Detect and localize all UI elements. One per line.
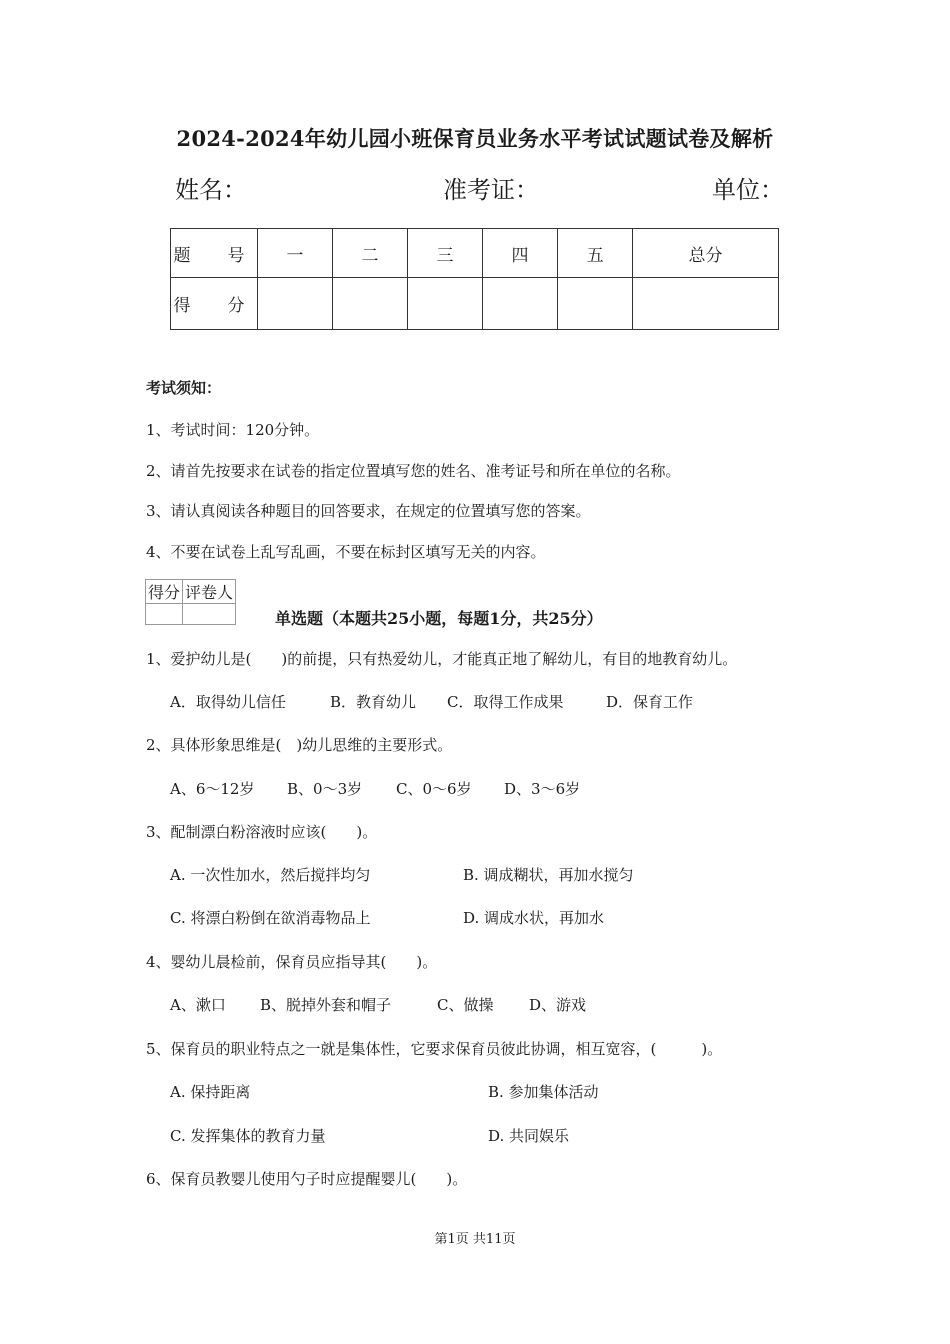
question-1-option-a[interactable]: A．取得幼儿信任 <box>170 693 286 711</box>
question-5-option-a[interactable]: A. 保持距离 <box>170 1083 251 1101</box>
question-4: 4、婴幼儿晨检前，保育员应指导其( )。 <box>146 953 438 971</box>
question-5-option-b[interactable]: B. 参加集体活动 <box>488 1083 599 1101</box>
page-title: 2024-2024年幼儿园小班保育员业务水平考试试题试卷及解析 <box>176 126 774 151</box>
score-table-cell: 题 号 <box>171 229 258 278</box>
question-5-option-c[interactable]: C. 发挥集体的教育力量 <box>170 1127 326 1145</box>
grader-table <box>145 579 236 625</box>
notice-item: 2、请首先按要求在试卷的指定位置填写您的姓名、准考证号和所在单位的名称。 <box>146 462 681 480</box>
question-4-option-a[interactable]: A、漱口 <box>170 996 226 1014</box>
question-4-option-c[interactable]: C、做操 <box>437 996 494 1014</box>
score-cell-3[interactable] <box>408 278 483 330</box>
section-title: 单选题（本题共25小题，每题1分，共25分） <box>275 609 603 628</box>
score-cell-1[interactable] <box>258 278 333 330</box>
question-1-option-d[interactable]: D．保育工作 <box>606 693 694 711</box>
question-1-option-b[interactable]: B．教育幼儿 <box>330 693 417 711</box>
score-table-cell: 总分 <box>633 229 779 278</box>
question-2-option-c[interactable]: C、0～6岁 <box>396 780 472 798</box>
question-3-option-a[interactable]: A. 一次性加水，然后搅拌均匀 <box>170 866 371 884</box>
score-cell-5[interactable] <box>558 278 633 330</box>
question-4-option-b[interactable]: B、脱掉外套和帽子 <box>260 996 392 1014</box>
unit-field-label: 单位： <box>712 176 784 204</box>
question-2-option-d[interactable]: D、3～6岁 <box>504 780 581 798</box>
score-table-cell: 三 <box>408 229 483 278</box>
score-table-cell: 一 <box>258 229 333 278</box>
notice-heading: 考试须知： <box>146 379 222 397</box>
question-4-option-d[interactable]: D、游戏 <box>529 996 587 1014</box>
question-3: 3、配制漂白粉溶液时应该( )。 <box>146 823 378 841</box>
grader-reviewer-cell[interactable] <box>183 604 236 625</box>
score-cell-total[interactable] <box>633 278 779 330</box>
score-table-header-row <box>171 229 779 278</box>
question-2: 2、具体形象思维是( )幼儿思维的主要形式。 <box>146 736 453 754</box>
page-footer: 第1页 共11页 <box>434 1232 516 1247</box>
score-table-cell: 二 <box>333 229 408 278</box>
exam-id-field-label: 准考证： <box>443 176 539 204</box>
score-table-cell: 四 <box>483 229 558 278</box>
score-table-cell: 得 分 <box>171 278 258 330</box>
question-6: 6、保育员教婴儿使用勺子时应提醒婴儿( )。 <box>146 1170 468 1188</box>
score-table <box>170 228 779 330</box>
score-table-score-row <box>171 278 779 330</box>
question-1: 1、爱护幼儿是( )的前提，只有热爱幼儿，才能真正地了解幼儿，有目的地教育幼儿。 <box>146 650 738 668</box>
question-1-option-c[interactable]: C．取得工作成果 <box>447 693 564 711</box>
name-field-label: 姓名： <box>175 176 247 204</box>
notice-item: 1、考试时间：120分钟。 <box>146 421 320 439</box>
question-3-option-c[interactable]: C. 将漂白粉倒在欲消毒物品上 <box>170 909 371 927</box>
notice-item: 4、不要在试卷上乱写乱画，不要在标封区填写无关的内容。 <box>146 543 546 561</box>
grader-score-label: 得分 <box>146 580 183 604</box>
question-3-option-d[interactable]: D. 调成水状，再加水 <box>463 909 605 927</box>
question-3-option-b[interactable]: B. 调成糊状，再加水搅匀 <box>463 866 634 884</box>
question-5: 5、保育员的职业特点之一就是集体性，它要求保育员彼此协调，相互宽容，( )。 <box>146 1040 723 1058</box>
question-5-option-d[interactable]: D. 共同娱乐 <box>488 1127 570 1145</box>
question-2-option-b[interactable]: B、0～3岁 <box>287 780 363 798</box>
grader-score-cell[interactable] <box>146 604 183 625</box>
notice-item: 3、请认真阅读各种题目的回答要求，在规定的位置填写您的答案。 <box>146 502 591 520</box>
score-cell-4[interactable] <box>483 278 558 330</box>
score-cell-2[interactable] <box>333 278 408 330</box>
question-2-option-a[interactable]: A、6～12岁 <box>170 780 255 798</box>
grader-reviewer-label: 评卷人 <box>183 580 236 604</box>
score-table-cell: 五 <box>558 229 633 278</box>
